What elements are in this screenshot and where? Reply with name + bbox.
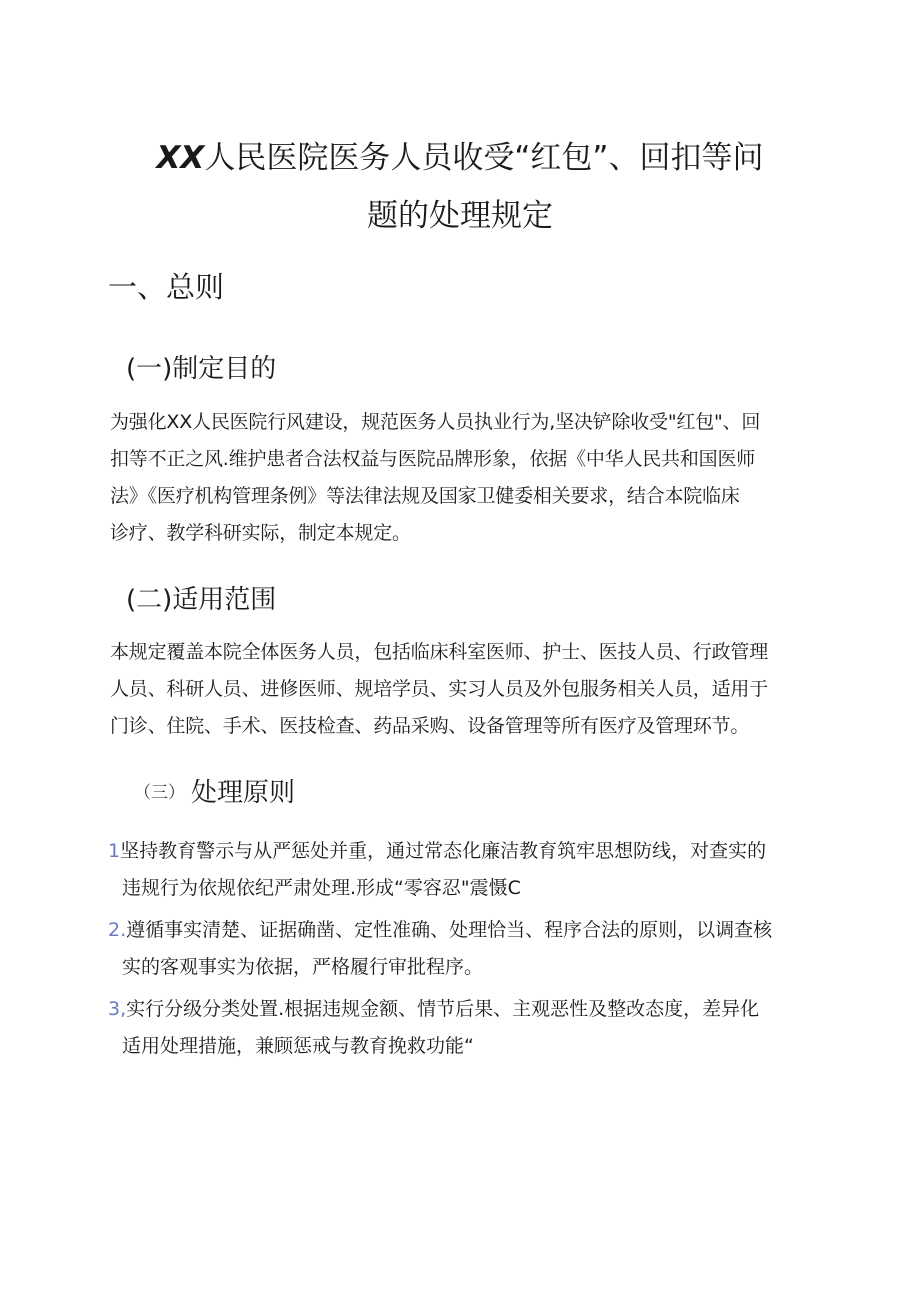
subsection-heading-principles (134, 778, 295, 809)
principle-line: 违规行为依规依纪严肃处理.形成“零容忍"震慑C (122, 877, 521, 899)
paragraph-line: 诊疗、教学科研实际，制定本规定。 (110, 522, 411, 544)
principle-item (108, 991, 820, 1065)
principle-line: 适用处理措施，兼顾惩戒与教育挽救功能“ (122, 1035, 474, 1057)
principle-line (108, 991, 820, 1028)
paragraph-scope (110, 634, 820, 745)
document-title-line-2: 题的处理规定 (367, 198, 553, 234)
principle-item (108, 912, 820, 986)
paragraph-line: 人员、科研人员、进修医师、规培学员、实习人员及外包服务相关人员，适用于 (110, 678, 769, 700)
principle-line (108, 833, 820, 870)
document-title-line-1 (100, 140, 820, 177)
principle-item (108, 833, 820, 907)
principle-text: 实行分级分类处置.根据违规金额、情节后果、主观恶性及整改态度，差异化 (126, 998, 760, 1020)
principle-line: 实的客观事实为依据，严格履行审批程序。 (122, 956, 484, 978)
paragraph-line: 为强化XX人民医院行风建设，规范医务人员执业行为,坚决铲除收受"红包"、回 (110, 411, 761, 433)
paragraph-line: 法》《医疗机构管理条例》等法律法规及国家卫健委相关要求，结合本院临床 (110, 485, 740, 507)
paragraph-purpose (110, 404, 820, 552)
paragraph-line: 本规定覆盖本院全体医务人员，包括临床科室医师、护士、医技人员、行政管理 (110, 641, 769, 663)
principle-text: 遵循事实清楚、证据确凿、定性准确、处理恰当、程序合法的原则，以调查核 (126, 919, 773, 941)
principle-line (108, 912, 820, 949)
principle-number: 2. (108, 919, 127, 941)
title-prefix: XX (156, 140, 205, 176)
subsection-heading-text: 处理原则 (191, 778, 296, 808)
paragraph-line: 扣等不正之风.维护患者合法权益与医院品牌形象，依据《中华人民共和国医师 (110, 448, 756, 470)
principle-number: 1 (108, 840, 121, 862)
principle-text: 坚持教育警示与从严惩处并重，通过常态化廉洁教育筑牢思想防线，对查实的 (120, 840, 767, 862)
subsection-number: （三） (134, 783, 185, 803)
paragraph-line: 门诊、住院、手术、医技检查、药品采购、设备管理等所有医疗及管理环节。 (110, 715, 750, 737)
principle-number: 3, (108, 998, 127, 1020)
section-heading-general: 一、总则 (108, 270, 225, 304)
title-line-1-text: 人民医院医务人员收受“红包”、回扣等问 (204, 140, 764, 176)
subsection-heading-scope: (二)适用范围 (126, 585, 277, 615)
subsection-heading-purpose: (一)制定目的 (126, 354, 277, 384)
